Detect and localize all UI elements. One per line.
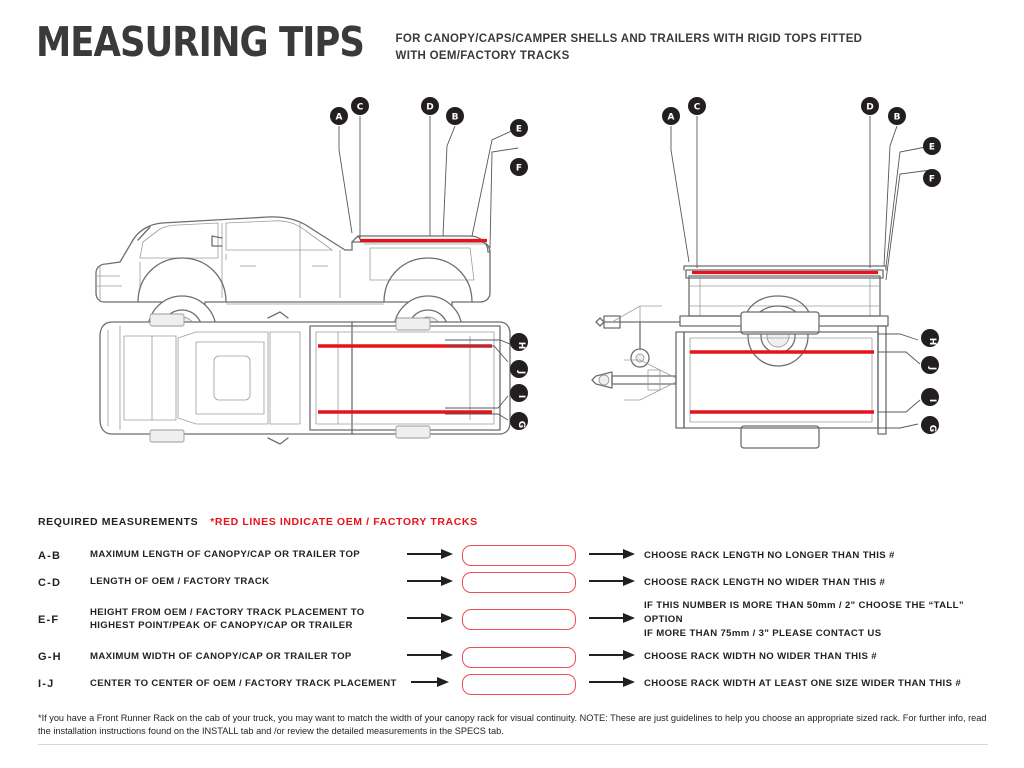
input-cell[interactable] <box>462 596 582 644</box>
svg-text:A: A <box>335 112 343 123</box>
callout-bubble-I <box>510 384 528 402</box>
row-description: HEIGHT FROM OEM / FACTORY TRACK PLACEMENT TO HIGHEST POINT/PEAK OF CANOPY/CAP OR TRAILER <box>90 606 365 631</box>
arrow-right-icon <box>589 612 637 624</box>
svg-text:C: C <box>693 102 701 113</box>
svg-text:D: D <box>426 102 434 113</box>
row-result-line1: CHOOSE RACK WIDTH NO WIDER THAN THIS # <box>644 651 877 663</box>
arrow-right-icon <box>589 548 637 560</box>
svg-text:F: F <box>928 174 936 185</box>
row-result-line1: CHOOSE RACK WIDTH AT LEAST ONE SIZE WIDER THAN THIS # <box>644 678 962 690</box>
row-result <box>644 644 983 671</box>
callout-bubble-B2 <box>888 107 906 125</box>
callout-bubble-H <box>510 333 528 351</box>
arrow-to-result <box>582 569 644 596</box>
page-subtitle-line2: WITH OEM/FACTORY TRACKS <box>395 49 570 62</box>
row-code: C-D <box>38 576 62 589</box>
arrow-to-input <box>400 542 462 569</box>
svg-text:D: D <box>866 102 874 113</box>
row-result <box>644 596 983 644</box>
table-row <box>38 644 983 671</box>
input-cell[interactable] <box>462 569 582 596</box>
callout-bubble-I2 <box>921 388 939 406</box>
callout-bubble-J <box>510 360 528 378</box>
truck-side-callouts <box>330 97 528 248</box>
table-row <box>38 671 983 698</box>
arrow-right-icon <box>407 575 455 587</box>
callout-bubble-E2 <box>923 137 941 155</box>
svg-text:G: G <box>516 420 526 429</box>
callout-bubble-D2 <box>861 97 879 115</box>
callout-bubble-G <box>510 412 528 430</box>
row-code: G-H <box>38 651 62 664</box>
callout-bubble-F <box>510 158 528 176</box>
required-measurements-section <box>38 516 988 698</box>
row-description: MAXIMUM WIDTH OF CANOPY/CAP OR TRAILER TOP <box>90 650 352 662</box>
callout-bubble-H2 <box>921 329 939 347</box>
row-code: A-B <box>38 549 62 562</box>
callout-bubble-A <box>330 107 348 125</box>
input-cell[interactable] <box>462 644 582 671</box>
svg-text:J: J <box>927 366 937 371</box>
svg-text:A: A <box>667 112 675 123</box>
arrow-to-result <box>582 596 644 644</box>
row-result <box>644 542 983 569</box>
page-subtitle-line1: FOR CANOPY/CAPS/CAMPER SHELLS AND TRAILERS WITH RIGID TOPS FITTED <box>395 33 863 45</box>
table-row <box>38 569 983 596</box>
measurement-input-ij[interactable] <box>462 674 576 695</box>
arrow-to-input <box>400 671 462 698</box>
page-header <box>36 18 996 66</box>
measurements-heading-row <box>38 516 988 528</box>
row-description: MAXIMUM LENGTH OF CANOPY/CAP OR TRAILER TOP <box>90 549 361 561</box>
svg-text:B: B <box>451 112 459 123</box>
callout-bubble-F2 <box>923 169 941 187</box>
row-result-line1: CHOOSE RACK LENGTH NO WIDER THAN THIS # <box>644 576 886 588</box>
trailer-top-view <box>592 312 886 448</box>
arrow-to-input <box>400 569 462 596</box>
row-code: E-F <box>38 613 60 626</box>
measurement-input-ab[interactable] <box>462 545 576 566</box>
arrow-to-input <box>400 596 462 644</box>
input-cell[interactable] <box>462 542 582 569</box>
row-code: I-J <box>38 678 55 691</box>
measurement-input-gh[interactable] <box>462 647 576 668</box>
callout-bubble-G2 <box>921 416 939 434</box>
row-result <box>644 569 983 596</box>
svg-text:B: B <box>893 112 901 123</box>
page-title: MEASURING TIPS <box>36 18 364 66</box>
arrow-right-icon <box>407 548 455 560</box>
callout-bubble-B <box>446 107 464 125</box>
page-subtitle <box>396 31 863 64</box>
row-result-line1: IF THIS NUMBER IS MORE THAN 50mm / 2" CHOOSE THE “TALL” OPTION <box>644 600 964 625</box>
vehicle-diagrams-svg <box>0 90 1024 510</box>
arrow-right-icon <box>411 676 451 688</box>
row-result-line2: IF MORE THAN 75mm / 3" PLEASE CONTACT US <box>644 627 882 639</box>
callout-bubble-C <box>351 97 369 115</box>
arrow-right-icon <box>407 649 455 661</box>
svg-text:G: G <box>927 424 937 433</box>
input-cell[interactable] <box>462 671 582 698</box>
svg-text:E: E <box>515 124 523 135</box>
row-result <box>644 671 983 698</box>
callout-bubble-E <box>510 119 528 137</box>
svg-text:H: H <box>927 337 937 346</box>
svg-text:H: H <box>516 341 526 350</box>
svg-text:I: I <box>516 394 526 399</box>
callout-bubble-J2 <box>921 356 939 374</box>
svg-text:F: F <box>515 163 523 174</box>
callout-bubble-C2 <box>688 97 706 115</box>
arrow-to-result <box>582 542 644 569</box>
svg-text:C: C <box>356 102 364 113</box>
table-row <box>38 596 983 644</box>
arrow-to-result <box>582 671 644 698</box>
table-row <box>38 542 983 569</box>
measurement-input-ef[interactable] <box>462 609 576 630</box>
trailer-top-callouts <box>878 329 939 434</box>
illustration-area <box>0 90 1024 510</box>
measurements-table <box>38 542 983 698</box>
measurement-input-cd[interactable] <box>462 572 576 593</box>
arrow-right-icon <box>407 612 455 624</box>
red-lines-note: *RED LINES INDICATE OEM / FACTORY TRACKS <box>210 516 478 528</box>
footer-divider <box>38 744 988 745</box>
arrow-to-result <box>582 644 644 671</box>
svg-text:J: J <box>516 370 526 375</box>
truck-top-view <box>100 312 510 444</box>
measurements-heading: REQUIRED MEASUREMENTS <box>38 516 199 528</box>
row-description: LENGTH OF OEM / FACTORY TRACK <box>90 576 270 588</box>
svg-text:I: I <box>927 398 937 403</box>
arrow-right-icon <box>589 649 637 661</box>
trailer-side-callouts <box>662 97 941 280</box>
row-description: CENTER TO CENTER OF OEM / FACTORY TRACK PLACEMENT <box>90 677 397 689</box>
footnote: *If you have a Front Runner Rack on the cab of your truck, you may want to match the width of your canopy rack for visual continuity. NOTE: These are just guidelines to help you choose an appropriate sized rack. For further info, read the installation instructions found on the INSTALL tab and /or review the detailed measurements in the SPECS tab. <box>38 713 987 737</box>
callout-bubble-D <box>421 97 439 115</box>
row-result-line1: CHOOSE RACK LENGTH NO LONGER THAN THIS # <box>644 549 895 561</box>
arrow-to-input <box>400 644 462 671</box>
callout-bubble-A2 <box>662 107 680 125</box>
arrow-right-icon <box>589 575 637 587</box>
arrow-right-icon <box>589 676 637 688</box>
svg-text:E: E <box>928 142 936 153</box>
